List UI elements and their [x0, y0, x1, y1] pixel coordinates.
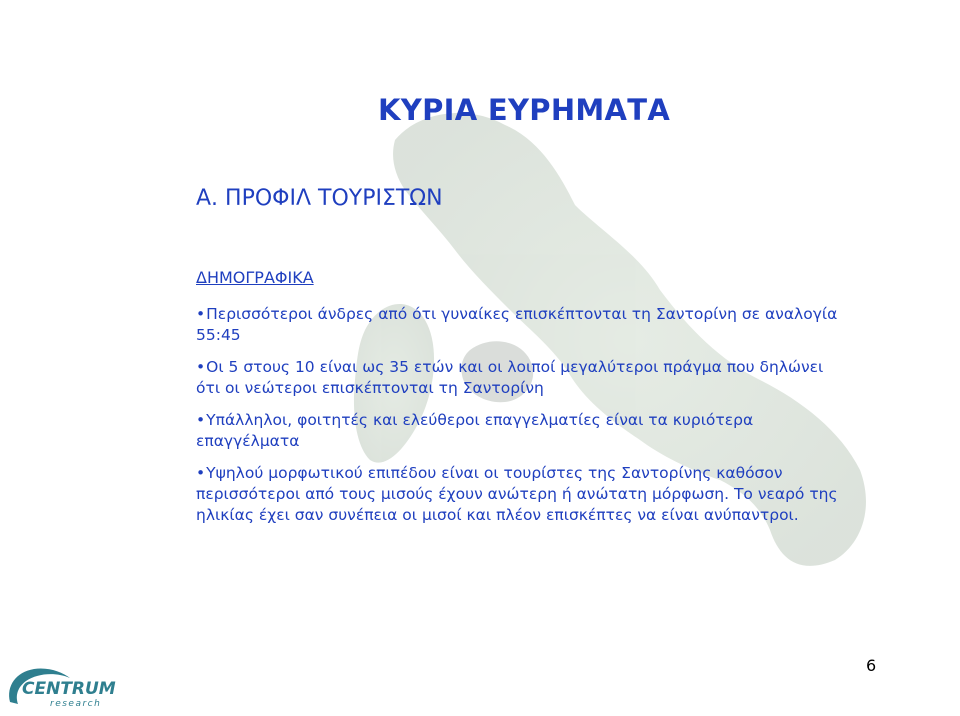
- finding-bullet: • Υψηλού μορφωτικού επιπέδου είναι οι τουρίστες της Σαντορίνης καθόσον περισσότεροι από τους μισούς έχουν ανώτερη ή ανώτατη μόρφωση. Το νεαρό της ηλικίας έχει σαν συνέπεια οι μισοί και πλέον επισκέπτες να είναι ανύπαντροι.: [196, 463, 846, 526]
- centrum-research-logo: [4, 664, 118, 714]
- finding-bullet: • Οι 5 στους 10 είναι ως 35 ετών και οι λοιποί μεγαλύτεροι πράγμα που δηλώνει ότι οι νεώτεροι επισκέπτονται τη Σαντορίνη: [196, 357, 846, 399]
- logo-main-text: CENTRUM: [22, 679, 116, 699]
- subsection-title: ΔΗΜΟΓΡΑΦΙΚΑ: [196, 268, 314, 287]
- logo-sub-text: research: [50, 699, 102, 709]
- finding-bullet: • Υπάλληλοι, φοιτητές και ελεύθεροι επαγγελματίες είναι τα κυριότερα επαγγέλματα: [196, 410, 846, 452]
- finding-bullet: • Περισσότεροι άνδρες από ότι γυναίκες επισκέπτονται τη Σαντορίνη σε αναλογία 55:45: [196, 304, 846, 346]
- slide-title: ΚΥΡΙΑ ΕΥΡΗΜΑΤΑ: [378, 93, 671, 127]
- section-title: Α. ΠΡΟΦΙΛ ΤΟΥΡΙΣΤΩΝ: [196, 186, 443, 211]
- page-number: 6: [866, 656, 877, 675]
- findings-list: [196, 304, 846, 537]
